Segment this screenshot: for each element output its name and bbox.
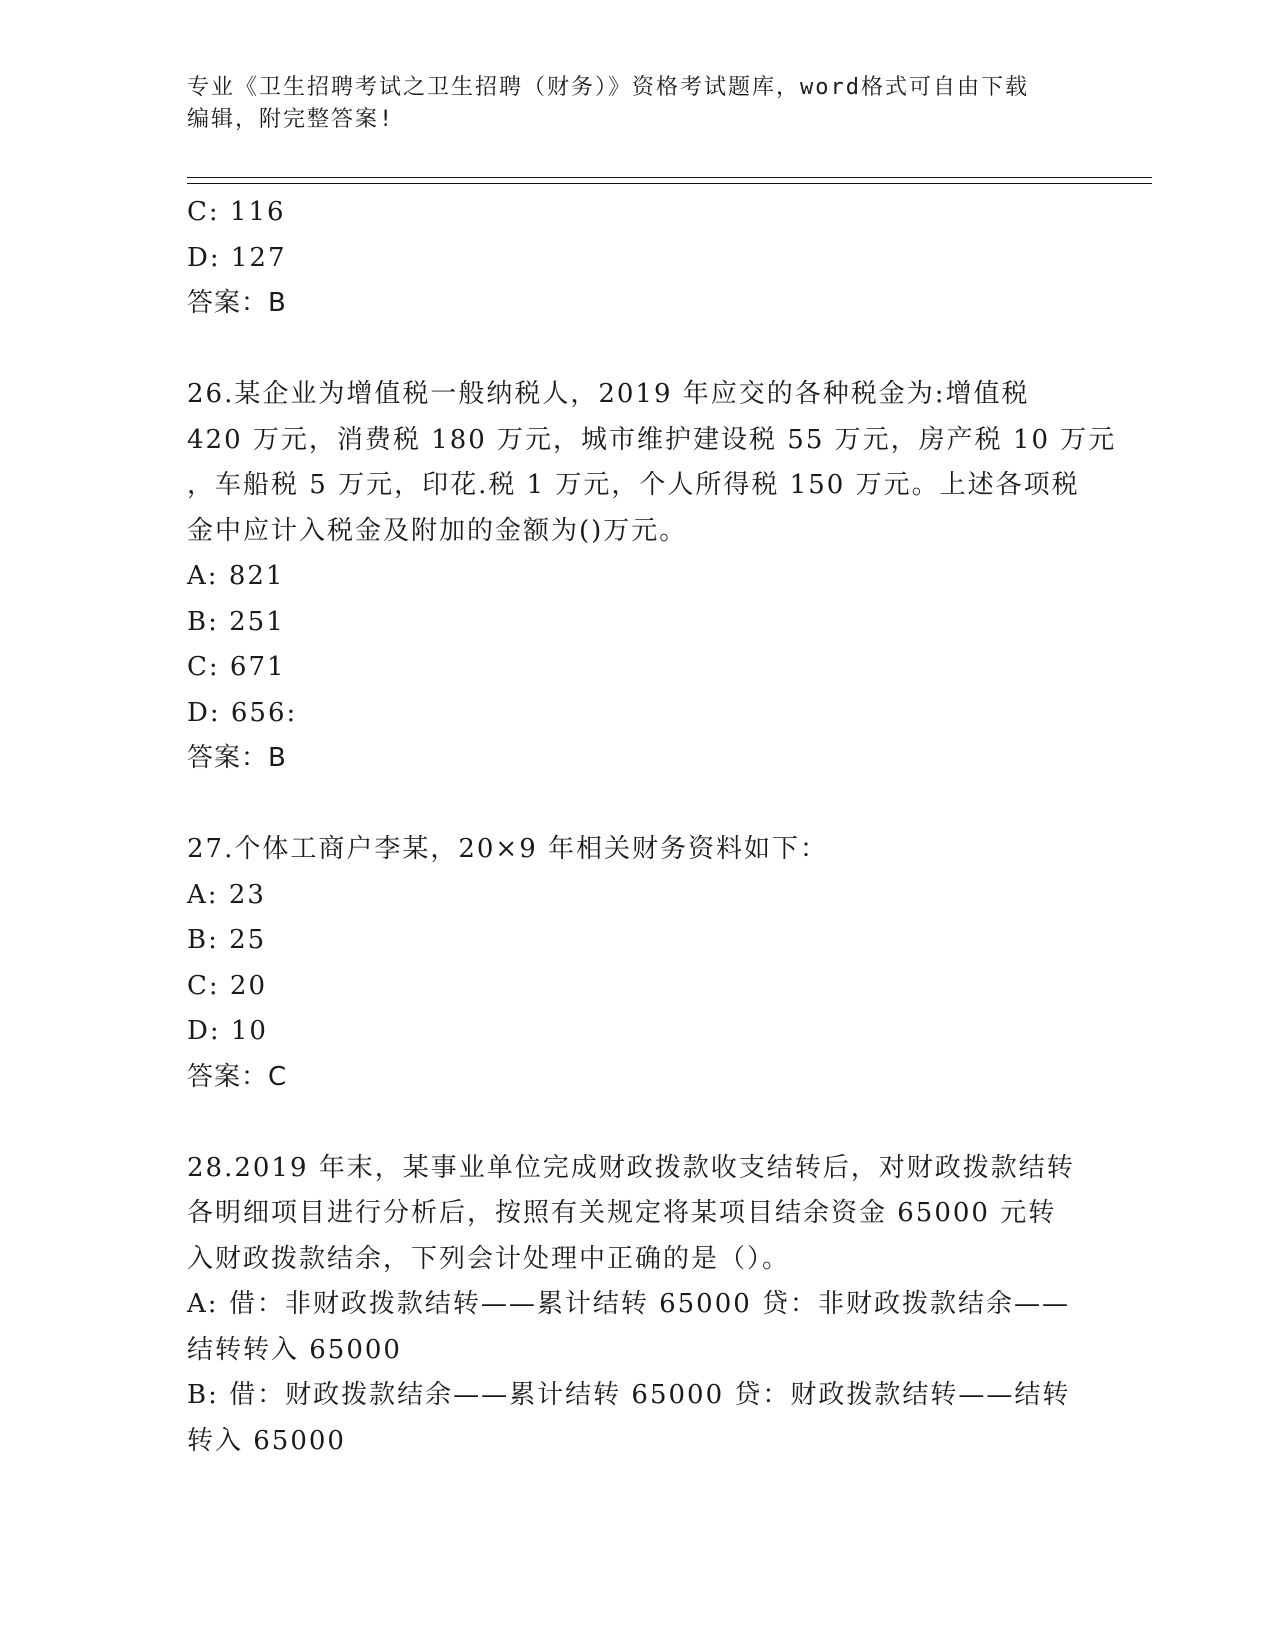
option-a: A: 借：非财政拨款结转——累计结转 65000 贷：非财政拨款结余——	[187, 1289, 1071, 1319]
answer-label: 答案：B	[187, 743, 287, 773]
question-text-line: 27.个体工商户李某，20×9 年相关财务资料如下：	[187, 834, 829, 864]
page-header	[187, 72, 1087, 136]
question-content	[187, 190, 1117, 1464]
option-b: B: 借：财政拨款结余——累计结转 65000 贷：财政拨款结转——结转	[187, 1380, 1071, 1410]
option-a: A: 821	[187, 561, 285, 591]
question-text-line: 入财政拨款结余，下列会计处理中正确的是（）。	[187, 1243, 791, 1274]
option-b: B: 25	[187, 925, 267, 955]
question-25	[187, 190, 1087, 327]
option-d: D: 10	[187, 1016, 268, 1046]
question-text-line: 金中应计入税金及附加的金额为()万元。	[187, 515, 688, 546]
question-text-line: 各明细项目进行分析后，按照有关规定将某项目结余资金 65000 元转	[187, 1198, 1057, 1228]
header-line-1: 专业《卫生招聘考试之卫生招聘（财务）》资格考试题库，word格式可自由下载	[187, 75, 1029, 100]
question-text-line: 28.2019 年末，某事业单位完成财政拨款收支结转后，对财政拨款结转	[187, 1152, 1075, 1183]
option-c: C: 116	[187, 197, 286, 227]
option-a-continuation: 结转转入 65000	[187, 1334, 402, 1365]
option-d: D: 656:	[187, 697, 298, 728]
question-text-line: ，车船税 5 万元，印花.税 1 万元，个人所得税 150 万元。上述各项税	[187, 470, 1080, 500]
answer-label: 答案：C	[187, 1061, 288, 1092]
question-text-line: 420 万元，消费税 180 万元，城市维护建设税 55 万元，房产税 10 万元	[187, 424, 1117, 455]
option-c: C: 20	[187, 970, 268, 1001]
option-d: D: 127	[187, 242, 287, 273]
option-a: A: 23	[187, 879, 266, 910]
question-text-line: 26.某企业为增值税一般纳税人，2019 年应交的各种税金为:增值税	[187, 379, 1030, 409]
header-divider-bottom	[187, 183, 1152, 184]
question-26	[187, 372, 1117, 782]
question-27	[187, 827, 1087, 1100]
option-b-continuation: 转入 65000	[187, 1425, 346, 1456]
header-divider-top	[187, 177, 1152, 178]
answer-label: 答案：B	[187, 288, 287, 318]
option-c: C: 671	[187, 652, 286, 682]
question-28	[187, 1146, 1087, 1465]
header-line-2: 编辑，附完整答案!	[187, 107, 395, 132]
option-b: B: 251	[187, 606, 285, 637]
